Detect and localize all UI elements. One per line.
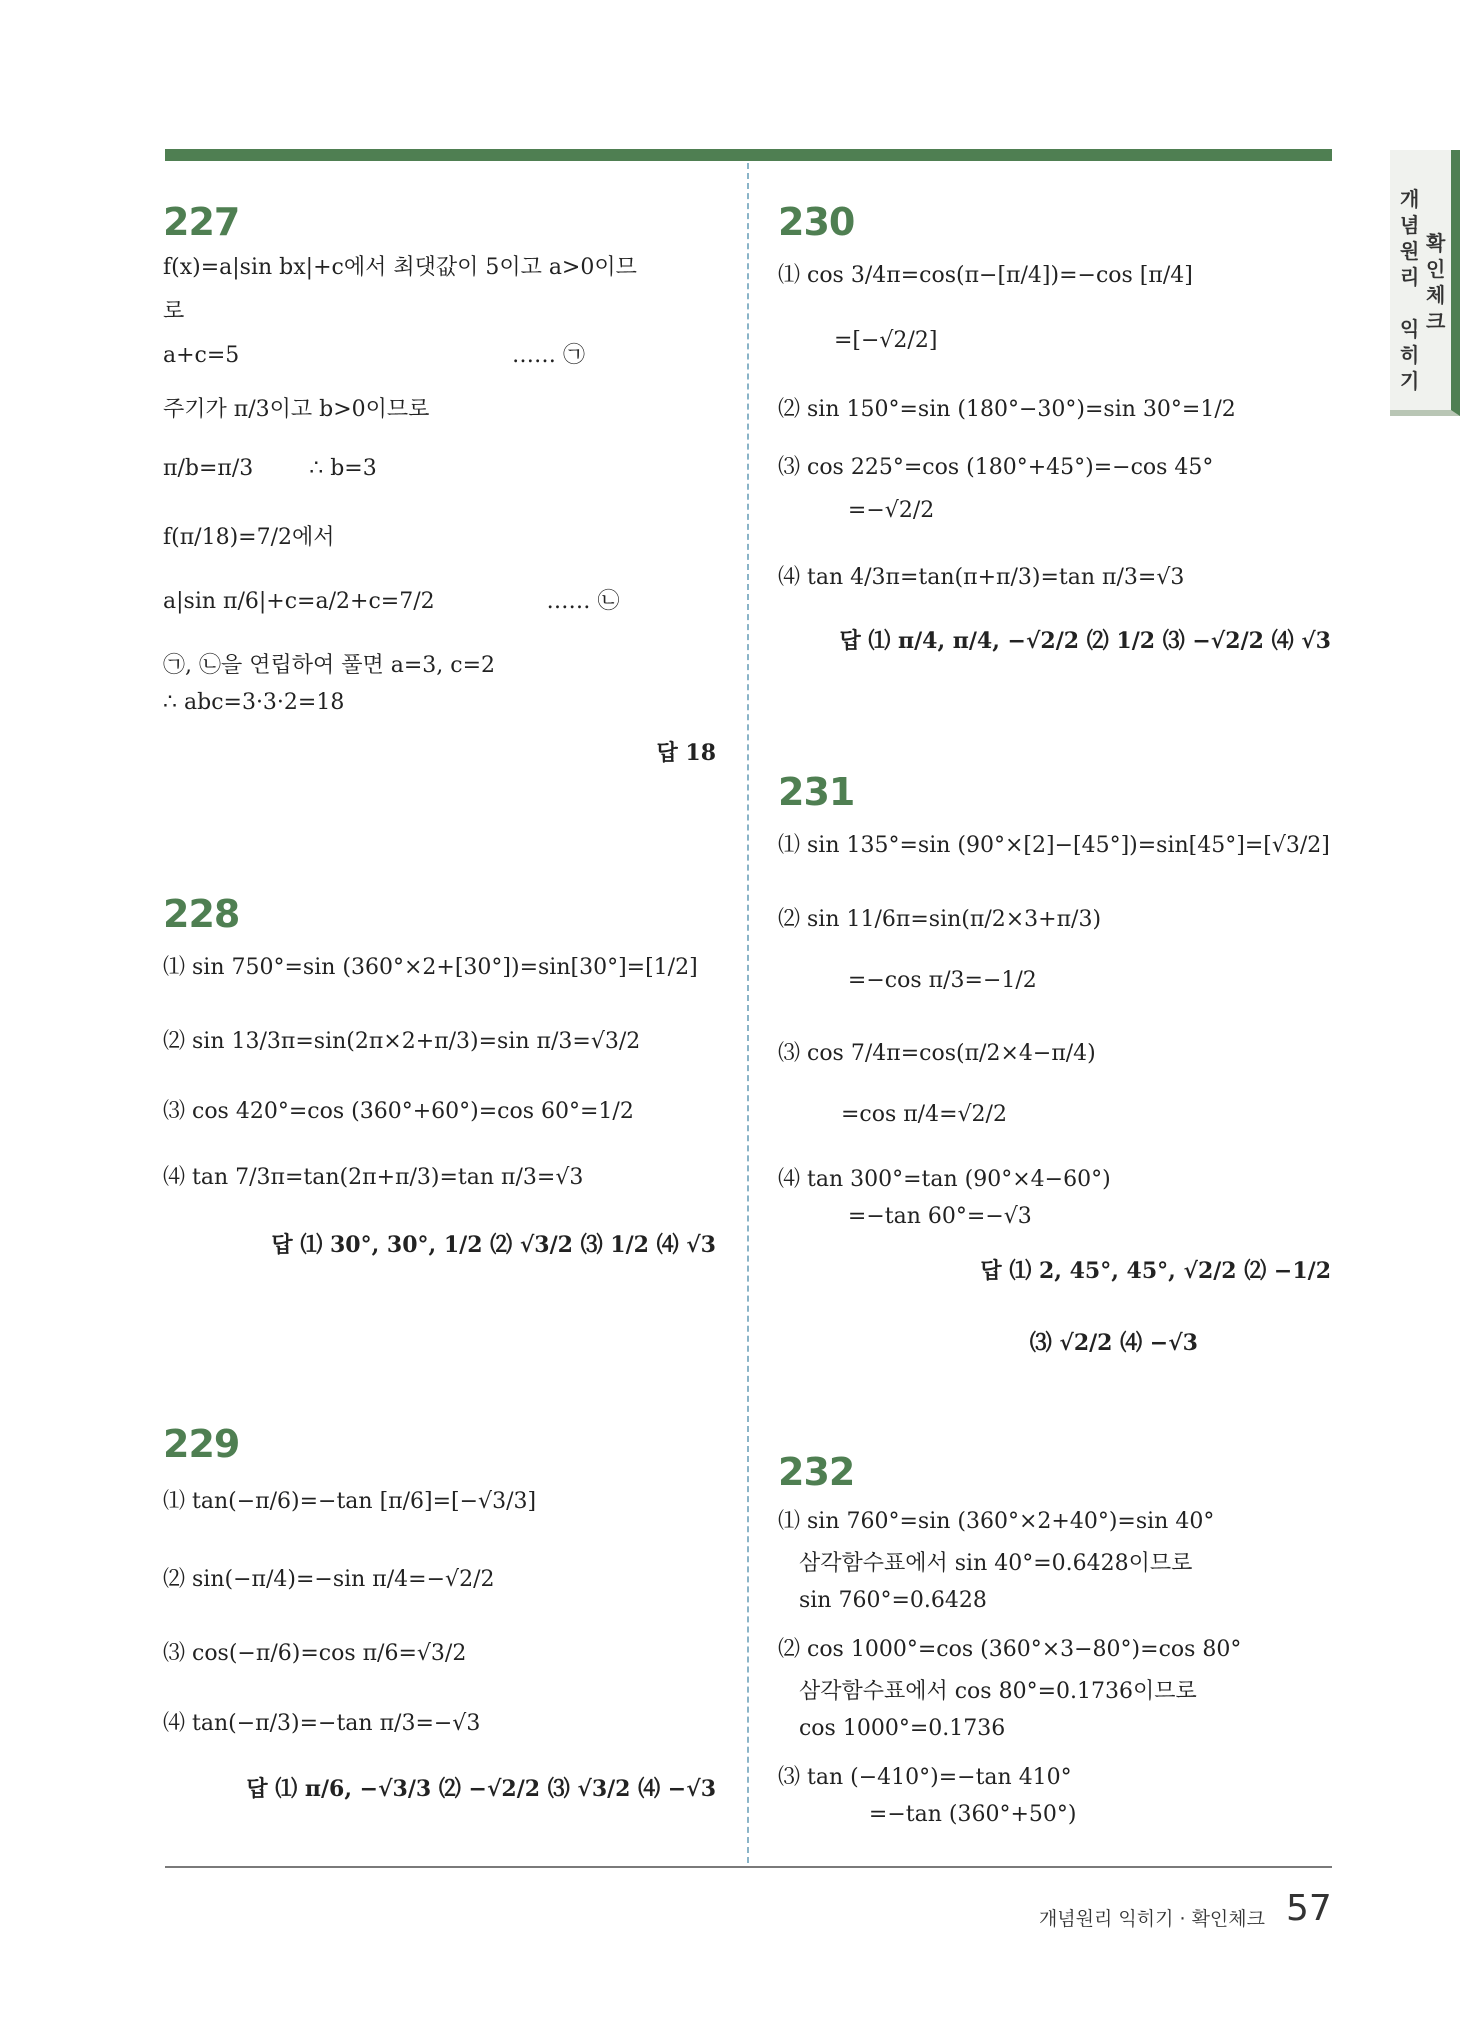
answer: 답 ⑴ π/6, −√3/3 ⑵ −√2/2 ⑶ √3/2 ⑷ −√3	[246, 1776, 716, 1802]
problem-number: 231	[778, 770, 855, 814]
side-tab-label-2: 확 인 체 크	[1426, 231, 1446, 333]
solution-line: ⑶ cos 420°=cos (360°+60°)=cos 60°=1/2	[163, 1099, 634, 1124]
solution-line: ⑴ sin 750°=sin (360°×2+[30°])=sin[30°]=[1/2]	[163, 955, 698, 980]
top-rule	[165, 149, 1332, 161]
solution-line: 주기가 π/3이고 b>0이므로	[163, 397, 430, 422]
solution-line: a+c=5 …… ㉠	[163, 343, 586, 368]
column-divider	[747, 163, 749, 1863]
solution-line: ⑵ sin 13/3π=sin(2π×2+π/3)=sin π/3=√3/2	[163, 1029, 641, 1054]
solution-line: ⑶ cos(−π/6)=cos π/6=√3/2	[163, 1641, 467, 1666]
solution-line: ⑷ tan 300°=tan (90°×4−60°)	[778, 1167, 1111, 1192]
problem-227	[163, 200, 723, 767]
solution-line: ⑵ sin(−π/4)=−sin π/4=−√2/2	[163, 1567, 495, 1592]
problem-number: 232	[778, 1450, 855, 1494]
answer-continued: ⑶ √2/2 ⑷ −√3	[1029, 1330, 1198, 1356]
problem-232	[778, 1450, 1338, 1844]
solution-line: ∴ abc=3·3·2=18	[163, 690, 345, 715]
answer: 답 ⑴ 2, 45°, 45°, √2/2 ⑵ −1/2	[980, 1258, 1331, 1284]
solution-line: 로	[163, 299, 185, 324]
problem-229	[163, 1422, 723, 1803]
solution-line: ⑴ tan(−π/6)=−tan [π/6]=[−√3/3]	[163, 1489, 537, 1514]
answer: 답 ⑴ π/4, π/4, −√2/2 ⑵ 1/2 ⑶ −√2/2 ⑷ √3	[839, 628, 1331, 654]
problem-230	[778, 200, 1338, 655]
solution-line: ⑴ cos 3/4π=cos(π−[π/4])=−cos [π/4]	[778, 263, 1193, 288]
solution-line: ⑵ sin 150°=sin (180°−30°)=sin 30°=1/2	[778, 397, 1236, 422]
solution-line: a|sin π/6|+c=a/2+c=7/2 …… ㉡	[163, 589, 620, 614]
side-tab-label-1: 개 념 원 리 익 히 기	[1400, 187, 1420, 393]
answer: 답 18	[656, 740, 716, 766]
solution-line: ⑷ tan 7/3π=tan(2π+π/3)=tan π/3=√3	[163, 1165, 584, 1190]
solution-line: ⑶ cos 225°=cos (180°+45°)=−cos 45°	[778, 455, 1214, 480]
solution-line: =−tan (360°+50°)	[778, 1802, 1077, 1827]
problem-228	[163, 892, 723, 1259]
solution-line: π/b=π/3 ∴ b=3	[163, 456, 377, 481]
solution-lines	[778, 1504, 1338, 1844]
solution-line: f(x)=a|sin bx|+c에서 최댓값이 5이고 a>0이므	[163, 255, 637, 280]
page-number: 57	[1286, 1888, 1332, 1929]
answer: 답 ⑴ 30°, 30°, 1/2 ⑵ √3/2 ⑶ 1/2 ⑷ √3	[271, 1232, 716, 1258]
problem-number: 229	[163, 1422, 240, 1466]
solution-line: ⑷ tan 4/3π=tan(π+π/3)=tan π/3=√3	[778, 565, 1185, 590]
solution-line: =−√2/2	[778, 498, 935, 523]
solution-lines	[163, 950, 723, 1228]
solution-line: ⑴ sin 135°=sin (90°×[2]−[45°])=sin[45°]=[√3/2]	[778, 833, 1330, 858]
solution-line: ⑶ cos 7/4π=cos(π/2×4−π/4)	[778, 1041, 1096, 1066]
solution-line: ⑶ tan (−410°)=−tan 410°	[778, 1765, 1072, 1790]
solution-line: f(π/18)=7/2에서	[163, 525, 335, 550]
solution-line: ⑵ cos 1000°=cos (360°×3−80°)=cos 80°	[778, 1637, 1242, 1662]
solution-lines	[778, 258, 1338, 624]
solution-line: cos 1000°=0.1736	[778, 1716, 1006, 1741]
solution-line: =−tan 60°=−√3	[778, 1204, 1032, 1229]
problem-number: 227	[163, 200, 240, 244]
solution-lines	[163, 250, 723, 732]
solution-line: ㉠, ㉡을 연립하여 풀면 a=3, c=2	[163, 653, 496, 678]
problem-number: 230	[778, 200, 855, 244]
section-side-tab	[1390, 150, 1460, 416]
solution-line: 삼각함수표에서 sin 40°=0.6428이므로	[778, 1551, 1193, 1576]
solution-line: ⑷ tan(−π/3)=−tan π/3=−√3	[163, 1711, 481, 1736]
solution-line: 삼각함수표에서 cos 80°=0.1736이므로	[778, 1679, 1197, 1704]
solution-lines	[778, 828, 1338, 1254]
solution-lines	[163, 1484, 723, 1772]
problem-231	[778, 770, 1338, 1357]
problem-number: 228	[163, 892, 240, 936]
bottom-rule	[165, 1866, 1332, 1868]
solution-line: =cos π/4=√2/2	[778, 1102, 1007, 1127]
solution-line: sin 760°=0.6428	[778, 1588, 987, 1613]
solution-line: =[−√2/2]	[778, 328, 938, 353]
solution-line: =−cos π/3=−1/2	[778, 968, 1037, 993]
solution-line: ⑴ sin 760°=sin (360°×2+40°)=sin 40°	[778, 1509, 1215, 1534]
solution-line: ⑵ sin 11/6π=sin(π/2×3+π/3)	[778, 907, 1102, 932]
footer-section-title: 개념원리 익히기 · 확인체크	[1038, 1908, 1265, 1930]
